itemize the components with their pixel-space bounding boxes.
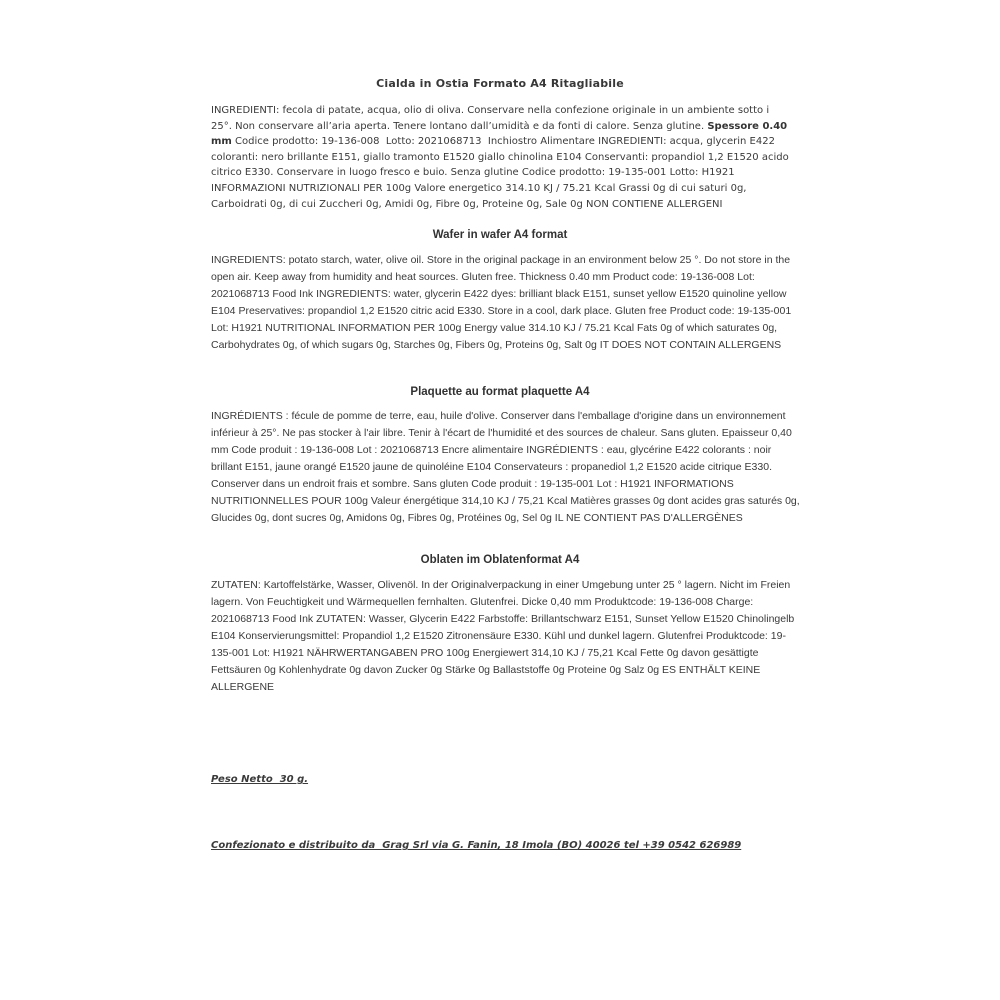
ingredients-paragraph-french: INGRÉDIENTS : fécule de pomme de terre, eau, huile d'olive. Conserver dans l'emballage d'origine dans un environnement inférieur à 25°. Ne pas stocker à l'air libre. Tenir à l'écart de l'humidité et des sources de chaleur. Sans gluten. Epaisseur 0,40 mm Code produit : 19-136-008 Lot : 2021068713 Encre alimentaire INGRÉDIENTS : eau, glycérine E422 colorants : noir brillant E151, jaune orangé E1520 jaune de quinoléine E104 Conservateurs : propanediol 1,2 E1520 acide citrique E330. Conserver dans un endroit frais et sombre. Sans gluten Code produit : 19-135-001 Lot : H1921 INFORMATIONS NUTRITIONNELLES POUR 100g Valeur énergétique 314,10 KJ / 75,21 Kcal Matières grasses 0g dont acides gras saturés 0g, Glucides 0g, dont sucres 0g, Amidons 0g, Fibres 0g, Protéines 0g, Sel 0g IL NE CONTIENT PAS D'ALLERGÈNES [211, 410, 803, 524]
italian-text-before-thickness: INGREDIENTI: fecola di patate, acqua, olio di oliva. Conservare nella confezione originale in un ambiente sotto i 25°. Non conservare all’aria aperta. Tenere lontano dall’umidità e da fonti di calore. Senza glutine. [211, 105, 773, 132]
section-heading-english: Wafer in wafer A4 format [432, 229, 568, 241]
italian-text-after-thickness: Codice prodotto: 19-136-008 Lotto: 2021068713 Inchiostro Alimentare INGREDIENTI: acqua, glycerin E422 coloranti: nero brillante E151, giallo tramonto E1520 giallo chinolina E104 Conservanti: propandiol 1,2 E1520 acido citrico E330. Conservare in luogo fresco e buio. Senza glutine Codice prodotto: 19-135-001 Lotto: H1921 INFORMAZIONI NUTRIZIONALI PER 100g Valore energetico 314.10 KJ / 75.21 Kcal Grassi 0g di cui saturi 0g, Carboidrati 0g, di cui Zuccheri 0g, Amidi 0g, Fibre 0g, Proteine 0g, Sale 0g NON CONTIENE ALLERGENI [211, 136, 792, 210]
section-heading-french: Plaquette au format plaquette A4 [410, 386, 590, 398]
distributor-line: Confezionato e distribuito da Grag Srl via G. Fanin, 18 Imola (BO) 40026 tel +39 0542 626989 [211, 840, 742, 851]
thickness-value-bold: Spessore 0.40 mm [211, 120, 791, 148]
document-title: Cialda in Ostia Formato A4 Ritagliabile [376, 77, 624, 90]
ingredients-paragraph-german: ZUTATEN: Kartoffelstärke, Wasser, Olivenöl. In der Originalverpackung in einer Umgebung unter 25 ° lagern. Nicht im Freien lagern. Von Feuchtigkeit und Wärmequellen fernhalten. Glutenfrei. Dicke 0,40 mm Produktcode: 19-136-008 Charge: 2021068713 Food Ink ZUTATEN: Wasser, Glycerin E422 Farbstoffe: Brillantschwarz E151, Sunset Yellow E1520 Chinolingelb E104 Konservierungsmittel: Propandiol 1,2 E1520 Zitronensäure E330. Kühl und dunkel lagern. Glutenfrei Produktcode: 19-135-001 Lot: H1921 NÄHRWERTANGABEN PRO 100g Energiewert 314,10 KJ / 75,21 Kcal Fette 0g davon gesättigte Fettsäuren 0g Kohlenhydrate 0g davon Zucker 0g Stärke 0g Ballaststoffe 0g Proteine 0g Salz 0g ES ENTHÄLT KEINE ALLERGENE [211, 579, 798, 693]
net-weight-line: Peso Netto 30 g. [211, 774, 309, 785]
ingredients-paragraph-english: INGREDIENTS: potato starch, water, olive oil. Store in the original package in an environment below 25 °. Do not store in the open air. Keep away from humidity and heat sources. Gluten free. Thickness 0.40 mm Product code: 19-136-008 Lot: 2021068713 Food Ink INGREDIENTS: water, glycerin E422 dyes: brilliant black E151, sunset yellow E1520 quinoline yellow E104 Preservatives: propandiol 1,2 E1520 citric acid E330. Store in a cool, dark place. Gluten free Product code: 19-135-001 Lot: H1921 NUTRITIONAL INFORMATION PER 100g Energy value 314.10 KJ / 75.21 Kcal Fats 0g of which saturates 0g, Carbohydrates 0g, of which sugars 0g, Starches 0g, Fibers 0g, Proteins 0g, Salt 0g IT DOES NOT CONTAIN ALLERGENS [211, 254, 795, 351]
section-heading-german: Oblaten im Oblatenformat A4 [420, 554, 580, 566]
ingredients-paragraph-italian [211, 103, 792, 212]
